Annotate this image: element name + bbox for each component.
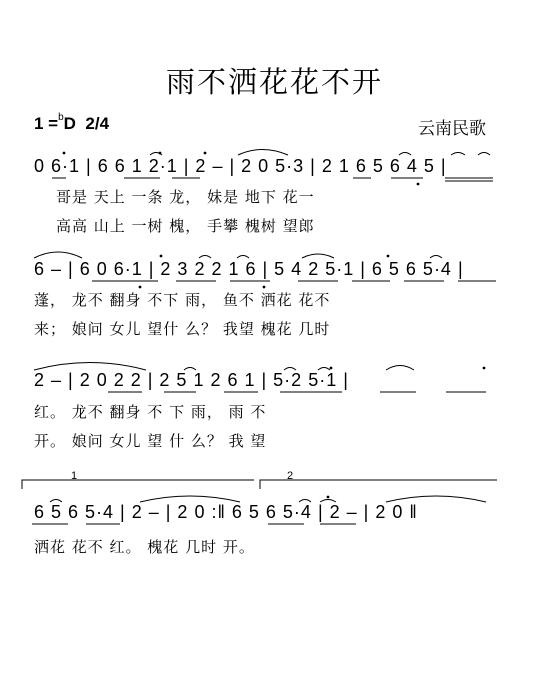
octave-dot: [263, 286, 266, 289]
lyric-line-4-verse-1: 洒花 花不 红。 槐花 几时 开。: [34, 538, 255, 556]
lyric-line-2-verse-1: 蓬， 龙不 翻身 不下 雨， 鱼不 洒花 花不: [34, 291, 331, 309]
song-source: 云南民歌: [418, 119, 486, 139]
octave-dot: [483, 367, 486, 370]
lyric-line-1-verse-2: 高高 山上 一树 槐， 手攀 槐树 望郎: [56, 217, 315, 235]
octave-dot: [204, 152, 207, 155]
slur-arc: [284, 368, 296, 371]
lyric-line-3-verse-2: 开。 娘问 女儿 望 什 么？ 我 望: [34, 432, 267, 450]
slur-arc: [237, 256, 249, 259]
key-prefix: 1 =: [34, 114, 59, 133]
volta-first-bracket: [22, 480, 254, 489]
octave-dot: [417, 183, 420, 186]
key-tonic: D: [63, 114, 76, 133]
slur-arc: [199, 256, 211, 259]
octave-dot: [139, 286, 142, 289]
octave-dot: [387, 255, 390, 258]
slur-arc: [478, 153, 490, 156]
octave-dot: [330, 367, 333, 370]
song-title: 雨不洒花花不开: [165, 65, 383, 99]
slur-arc: [399, 153, 411, 156]
slur-arc: [50, 500, 62, 503]
flat-sign: b: [58, 112, 64, 124]
slur-arc: [320, 500, 336, 503]
slur-arc: [184, 368, 196, 371]
notation-line-3: 2 – | 2 0 2 2 | 2 5 1 2 6 1 | 5·2 5·1 |: [34, 370, 349, 390]
volta-first-number: 1: [71, 470, 78, 482]
lyric-line-3-verse-1: 红。 龙不 翻身 不 下 雨， 雨 不: [34, 403, 267, 421]
lyric-line-2-verse-2: 来； 娘问 女儿 望什 么？ 我望 槐花 几时: [34, 320, 331, 338]
volta-second-bracket: [260, 480, 497, 489]
slur-arc: [140, 496, 240, 502]
time-signature: 2/4: [85, 114, 110, 133]
slur-arc: [302, 254, 334, 258]
octave-dot: [159, 152, 162, 155]
notation-line-2: 6 – | 6 0 6·1 | 2 3 2 2 1 6 | 5 4 2 5·1 | 6 5 6 5·4 |: [34, 259, 464, 279]
slur-arc: [238, 150, 288, 156]
slur-arc: [430, 256, 442, 259]
octave-dot: [327, 496, 330, 499]
lyric-line-1-verse-1: 哥是 天上 一条 龙， 妹是 地下 花一: [56, 188, 315, 206]
slur-arc: [386, 366, 414, 371]
slur-arc: [299, 500, 311, 503]
slur-arc: [34, 252, 82, 258]
slur-arc: [451, 153, 465, 156]
slur-arc: [34, 363, 146, 371]
slur-arc: [318, 368, 330, 371]
notation-line-1: 0 6·1 | 6 6 1 2·1 | 2 – | 2 0 5·3 | 2 1 6 5 6 4 5 |: [34, 156, 447, 176]
volta-second-number: 2: [287, 470, 294, 482]
slur-arc: [386, 496, 486, 502]
octave-dot: [160, 255, 163, 258]
octave-dot: [63, 152, 66, 155]
notation-line-4: 6 5 6 5·4 | 2 – | 2 0 :‖ 6 5 6 5·4 | 2 – | 2 0 ‖: [34, 502, 418, 522]
